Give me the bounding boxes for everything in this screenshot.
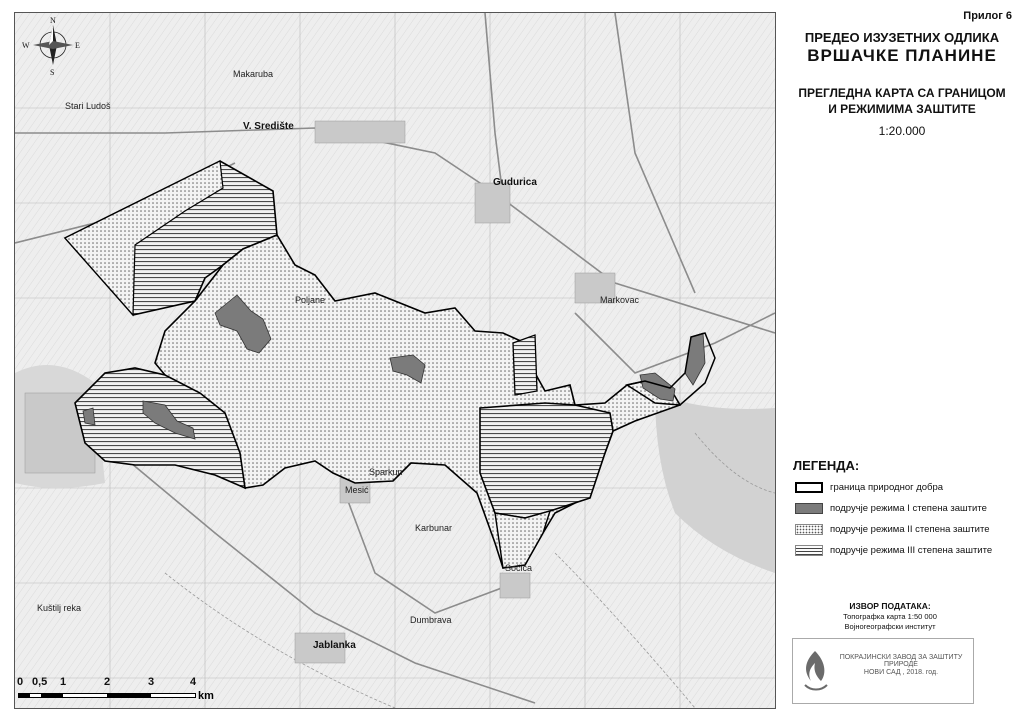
regime-2-swatch-icon: [795, 524, 823, 535]
institution-box: [792, 638, 974, 704]
topographic-map[interactable]: [14, 12, 776, 709]
flame-swirl-logo-icon: [799, 647, 831, 695]
scale-tick-4: 4: [190, 676, 197, 688]
place-stari-ludos: Stari Ludoš: [65, 101, 111, 111]
map-subtitle-line1: ПРЕГЛЕДНА КАРТА СА ГРАНИЦОМ: [798, 86, 1006, 100]
map-title-line1: ПРЕДЕО ИЗУЗЕТНИХ ОДЛИКА: [804, 30, 1000, 45]
regime-3-swatch-icon: [795, 545, 823, 556]
institution-name: ПОКРАЈИНСКИ ЗАВОД ЗА ЗАШТИТУ ПРИРОДЕ: [839, 654, 963, 668]
scale-tick-2: 2: [104, 676, 111, 688]
legend-item-regime-1: [795, 502, 987, 515]
map-subtitle-line2: И РЕЖИМИМА ЗАШТИТЕ: [828, 102, 976, 116]
place-socica: Sočica: [505, 563, 533, 573]
scale-tick-3: 3: [148, 676, 155, 688]
compass-w: W: [22, 41, 30, 50]
source-title: ИЗВОР ПОДАТАКА:: [849, 601, 931, 611]
legend-title: ЛЕГЕНДА:: [793, 458, 860, 473]
place-gudurica: Gudurica: [493, 177, 537, 188]
place-jablanka: Jablanka: [313, 640, 356, 651]
regime-1-swatch-icon: [795, 503, 823, 514]
scale-bar: [18, 676, 238, 706]
source-line1: Топографка карта 1:50 000: [843, 612, 937, 621]
scale-tick-1: 1: [60, 676, 67, 688]
place-makaruba: Makaruba: [233, 69, 274, 79]
legend-label: граница природног добра: [830, 482, 944, 493]
annex-label: Прилог 6: [963, 10, 1012, 22]
compass-n: N: [50, 16, 56, 25]
map-scale: 1:20.000: [878, 124, 926, 138]
legend-item-regime-3: [795, 544, 992, 557]
place-kustilj-reka: Kuštilj reka: [37, 603, 82, 613]
compass-s: S: [50, 68, 55, 77]
map-title-line2: ВРШАЧКЕ ПЛАНИНЕ: [807, 46, 997, 65]
regime-3-strip: [513, 335, 537, 395]
place-poljane: Poljane: [295, 295, 326, 305]
map-canvas: [15, 13, 775, 708]
legend-item-regime-2: [795, 523, 990, 536]
scale-bar-graphic: [18, 693, 196, 698]
scale-unit: km: [198, 690, 214, 702]
place-dumbrava: Dumbrava: [410, 615, 452, 625]
place-v-srediste: V. Središte: [243, 121, 294, 132]
institution-city-year: НОВИ САД , 2018. год.: [863, 669, 939, 676]
scale-tick-0-5: 0,5: [32, 676, 48, 688]
legend-label: подручје режима III степена заштите: [830, 545, 993, 556]
source-line2: Војногеографски институт: [844, 622, 936, 631]
scale-tick-0: 0: [17, 676, 24, 688]
place-mesic: Mesić: [345, 485, 369, 495]
place-markovac: Markovac: [600, 295, 640, 305]
legend-label: подручје режима II степена заштите: [830, 524, 990, 535]
place-sparkun: Sparkun: [369, 467, 403, 477]
compass-e: E: [75, 41, 80, 50]
legend-label: подручје режима I степена заштите: [830, 503, 987, 514]
legend-item-boundary: [795, 481, 943, 494]
place-karbunar: Karbunar: [415, 523, 453, 533]
boundary-swatch-icon: [795, 482, 823, 493]
